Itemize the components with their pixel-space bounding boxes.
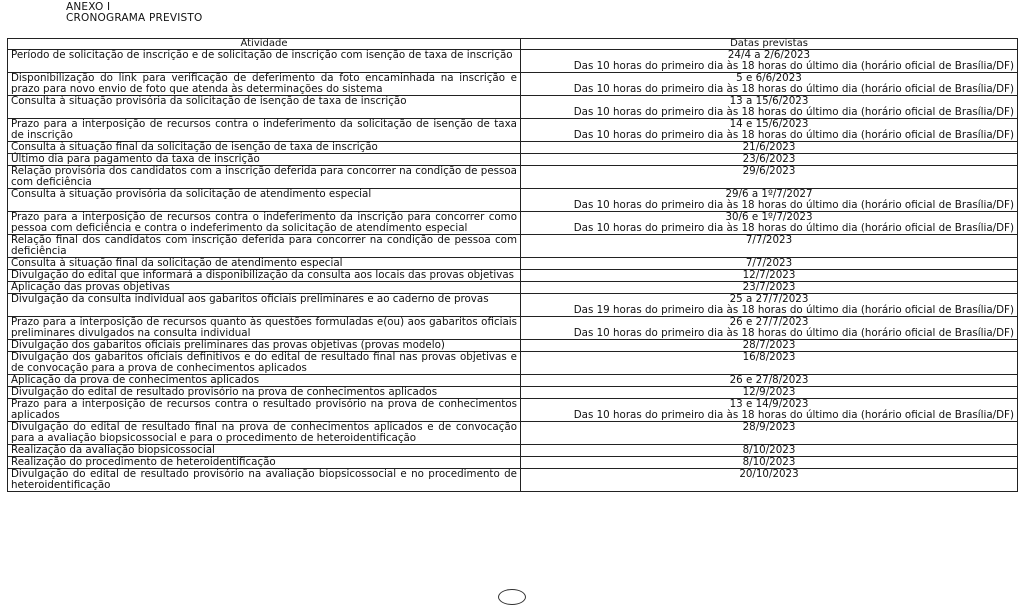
dates-cell [521,294,1018,317]
schedule-table [7,38,1018,492]
date-value: 21/6/2023 [742,141,796,153]
time-window-note: Das 10 horas do primeiro dia às 18 horas do último dia (horário oficial de Brasília/DF) [573,83,1014,95]
table-row [8,282,1018,294]
time-window-note: Das 10 horas do primeiro dia às 18 horas do último dia (horário oficial de Brasília/DF) [573,129,1014,141]
table-row [8,340,1018,352]
dates-cell [521,270,1018,282]
date-value: 12/9/2023 [742,386,796,398]
activity-cell: Divulgação da consulta individual aos gabaritos oficiais preliminares e ao caderno de provas [8,294,521,317]
activity-cell: Aplicação das provas objetivas [8,282,521,294]
activity-cell: Período de solicitação de inscrição e de solicitação de inscrição com isenção de taxa de inscrição [8,50,521,73]
table-header-row [8,39,1018,50]
date-value: 7/7/2023 [745,257,793,269]
dates-cell [521,375,1018,387]
time-window-note: Das 10 horas do primeiro dia às 18 horas do último dia (horário oficial de Brasília/DF) [573,60,1014,72]
dates-cell [521,282,1018,294]
dates-cell [521,399,1018,422]
activity-cell: Último dia para pagamento da taxa de inscrição [8,154,521,166]
date-value: 26 e 27/7/2023 [729,316,809,328]
date-value: 25 a 27/7/2023 [729,293,809,305]
dates-cell [521,352,1018,375]
table-row [8,212,1018,235]
dates-cell [521,457,1018,469]
dates-cell [521,142,1018,154]
page-bottom-mark [498,589,526,605]
table-row [8,154,1018,166]
dates-cell [521,469,1018,492]
activity-cell: Divulgação dos gabaritos oficiais preliminares das provas objetivas (provas modelo) [8,340,521,352]
date-value: 12/7/2023 [742,269,796,281]
activity-cell: Prazo para a interposição de recursos contra o indeferimento da solicitação de isenção de taxa de inscrição [8,119,521,142]
dates-cell [521,73,1018,96]
dates-cell [521,422,1018,445]
activity-cell: Consulta à situação final da solicitação de atendimento especial [8,258,521,270]
activity-cell: Prazo para a interposição de recursos contra o indeferimento da inscrição para concorrer como pessoa com deficiência e contra o indeferimento da solicitação de atendimento especial [8,212,521,235]
dates-cell [521,258,1018,270]
table-row [8,445,1018,457]
activity-cell: Divulgação do edital que informará a disponibilização da consulta aos locais das provas objetivas [8,270,521,282]
dates-cell [521,166,1018,189]
table-row [8,235,1018,258]
dates-cell [521,119,1018,142]
activity-cell: Consulta à situação provisória da solicitação de atendimento especial [8,189,521,212]
table-row [8,399,1018,422]
dates-cell [521,189,1018,212]
activity-cell: Realização da avaliação biopsicossocial [8,445,521,457]
dates-cell [521,317,1018,340]
activity-cell: Realização do procedimento de heteroidentificação [8,457,521,469]
table-row [8,457,1018,469]
activity-cell: Relação final dos candidatos com inscrição deferida para concorrer na condição de pessoa com deficiência [8,235,521,258]
table-row [8,73,1018,96]
time-window-note: Das 10 horas do primeiro dia às 18 horas do último dia (horário oficial de Brasília/DF) [573,106,1014,118]
dates-cell [521,340,1018,352]
activity-cell: Divulgação do edital de resultado provisório na prova de conhecimentos aplicados [8,387,521,399]
dates-cell [521,387,1018,399]
table-row [8,189,1018,212]
dates-cell [521,154,1018,166]
column-header-activity: Atividade [8,39,521,50]
date-value: 23/7/2023 [742,281,796,293]
date-value: 26 e 27/8/2023 [729,374,809,386]
date-value: 16/8/2023 [742,351,796,363]
dates-cell [521,50,1018,73]
table-row [8,294,1018,317]
date-value: 28/9/2023 [742,421,796,433]
activity-cell: Prazo para a interposição de recursos quanto às questões formuladas e(ou) aos gabaritos oficiais preliminares divulgados na consulta individual [8,317,521,340]
activity-cell: Consulta à situação final da solicitação de isenção de taxa de inscrição [8,142,521,154]
time-window-note: Das 10 horas do primeiro dia às 18 horas do último dia (horário oficial de Brasília/DF) [573,222,1014,234]
time-window-note: Das 10 horas do primeiro dia às 18 horas do último dia (horário oficial de Brasília/DF) [573,199,1014,211]
schedule-title: CRONOGRAMA PREVISTO [66,12,203,24]
schedule-body [8,50,1018,492]
date-value: 7/7/2023 [745,234,793,246]
table-row [8,96,1018,119]
dates-cell [521,235,1018,258]
activity-cell: Aplicação da prova de conhecimentos aplicados [8,375,521,387]
table-row [8,142,1018,154]
date-value: 29/6 a 1º/7/2027 [725,188,813,200]
annex-label: ANEXO I [66,1,111,13]
date-value: 28/7/2023 [742,339,796,351]
time-window-note: Das 10 horas do primeiro dia às 18 horas do último dia (horário oficial de Brasília/DF) [573,409,1014,421]
date-value: 13 e 14/9/2023 [729,398,809,410]
time-window-note: Das 10 horas do primeiro dia às 18 horas do último dia (horário oficial de Brasília/DF) [573,327,1014,339]
table-row [8,469,1018,492]
dates-cell [521,445,1018,457]
date-value: 24/4 a 2/6/2023 [727,49,811,61]
date-value: 30/6 e 1º/7/2023 [725,211,813,223]
table-row [8,166,1018,189]
table-row [8,375,1018,387]
activity-cell: Divulgação do edital de resultado provisório na avaliação biopsicossocial e no procedimento de heteroidentificação [8,469,521,492]
table-row [8,258,1018,270]
activity-cell: Prazo para a interposição de recursos contra o resultado provisório na prova de conhecimentos aplicados [8,399,521,422]
table-row [8,352,1018,375]
activity-cell: Divulgação dos gabaritos oficiais definitivos e do edital de resultado final nas provas objetivas e de convocação para a prova de conhecimentos aplicados [8,352,521,375]
activity-cell: Consulta à situação provisória da solicitação de isenção de taxa de inscrição [8,96,521,119]
activity-cell: Disponibilização do link para verificação de deferimento da foto encaminhada na inscrição e prazo para novo envio de foto que atenda às determinações do sistema [8,73,521,96]
date-value: 29/6/2023 [742,165,796,177]
dates-cell [521,96,1018,119]
date-value: 8/10/2023 [742,456,796,468]
table-row [8,270,1018,282]
table-row [8,387,1018,399]
table-row [8,119,1018,142]
date-value: 14 e 15/6/2023 [729,118,809,130]
column-header-dates: Datas previstas [521,39,1018,50]
date-value: 20/10/2023 [739,468,799,480]
activity-cell: Relação provisória dos candidatos com a inscrição deferida para concorrer na condição de pessoa com deficiência [8,166,521,189]
date-value: 8/10/2023 [742,444,796,456]
table-row [8,422,1018,445]
document-heading [66,2,202,24]
time-window-note: Das 19 horas do primeiro dia às 18 horas do último dia (horário oficial de Brasília/DF) [573,304,1014,316]
date-value: 5 e 6/6/2023 [736,72,802,84]
activity-cell: Divulgação do edital de resultado final na prova de conhecimentos aplicados e de convocação para a avaliação biopsicossocial e para o procedimento de heteroidentificação [8,422,521,445]
date-value: 23/6/2023 [742,153,796,165]
dates-cell [521,212,1018,235]
table-row [8,317,1018,340]
table-row [8,50,1018,73]
date-value: 13 a 15/6/2023 [729,95,809,107]
